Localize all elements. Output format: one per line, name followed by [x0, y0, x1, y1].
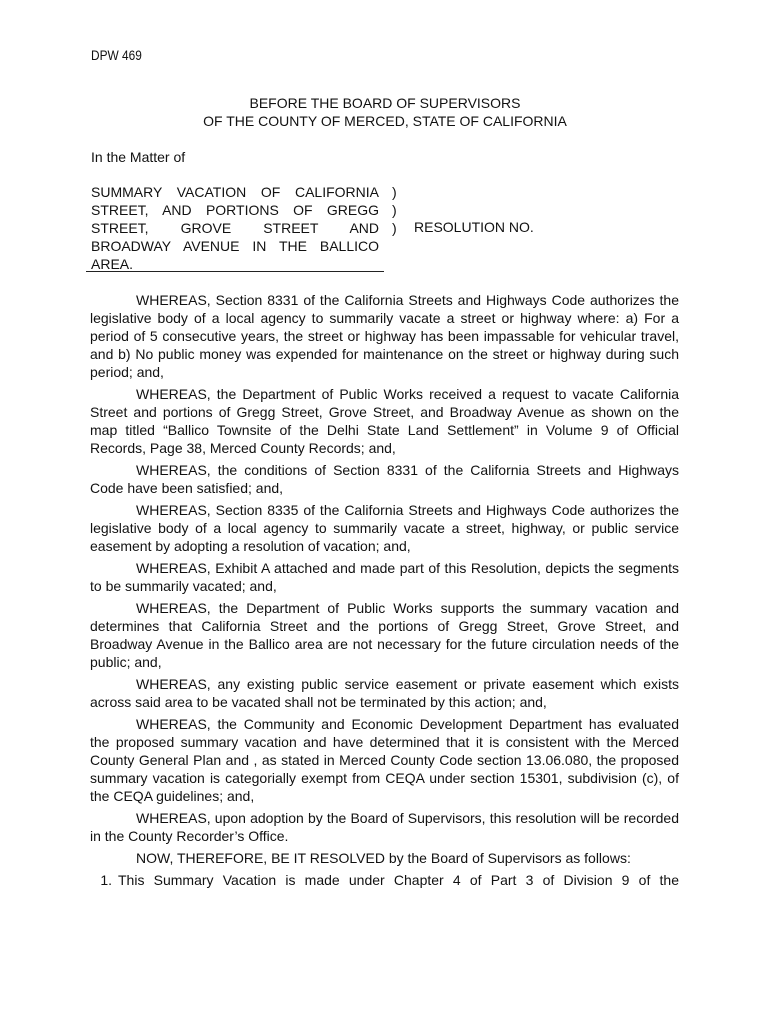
caption-line: STREET, AND PORTIONS OF GREGG — [91, 202, 379, 218]
heading-line-2: OF THE COUNTY OF MERCED, STATE OF CALIFORNIA — [203, 113, 567, 129]
list-item-text: This Summary Vacation is made under Chapter 4 of Part 3 of Division 9 of the — [118, 872, 679, 888]
list-item-number: 1. — [100, 872, 112, 888]
whereas-paragraph: WHEREAS, the Department of Public Works supports the summary vacation and determines that California Street and the portions of Gregg Street, Grove Street, and Broadway Avenue in the Ballico area are not necessary for the future circulation needs of the public; and, — [90, 600, 679, 670]
caption-line: BROADWAY AVENUE IN THE BALLICO — [91, 238, 379, 254]
whereas-paragraph: WHEREAS, upon adoption by the Board of Supervisors, this resolution will be recorded in the County Recorder’s Office. — [90, 810, 679, 844]
caption-line: STREET, GROVE STREET AND — [91, 220, 379, 236]
whereas-paragraph: WHEREAS, Section 8331 of the California Streets and Highways Code authorizes the legislative body of a local agency to summarily vacate a street or highway where: a) For a period of 5 consecutive years, the street or highway has been impassable for vehicular travel, and b) No public money was expended for maintenance on the street or highway during such period; and, — [90, 292, 679, 380]
whereas-paragraph: WHEREAS, Section 8335 of the California Streets and Highways Code authorizes the legislative body of a local agency to summarily vacate a street, highway, or public service easement by adopting a resolution of vacation; and, — [90, 502, 679, 554]
paren: ) — [392, 220, 397, 236]
caption-line: SUMMARY VACATION OF CALIFORNIA — [91, 184, 379, 200]
in-the-matter-label: In the Matter of — [91, 149, 186, 165]
whereas-paragraph: WHEREAS, the Community and Economic Development Department has evaluated the proposed summary vacation and have determined that it is consistent with the Merced County General Plan and , as stated in Merced County Code section 13.06.080, the proposed summary vacation is categorially exempt from CEQA under section 15301, subdivision (c), of the CEQA guidelines; and, — [90, 716, 679, 804]
case-caption — [91, 183, 379, 273]
resolution-number-label: RESOLUTION NO. — [414, 219, 534, 235]
heading-line-1: BEFORE THE BOARD OF SUPERVISORS — [249, 95, 521, 111]
resolution-body — [90, 291, 679, 889]
caption-parens — [392, 183, 397, 237]
caption-line: AREA. — [91, 256, 134, 272]
paren: ) — [392, 184, 397, 200]
whereas-paragraph: WHEREAS, the conditions of Section 8331 of the California Streets and Highways Code have been satisfied; and, — [90, 462, 679, 496]
document-id: DPW 469 — [91, 48, 142, 63]
caption-underline — [86, 271, 384, 272]
whereas-paragraph: WHEREAS, Exhibit A attached and made part of this Resolution, depicts the segments to be summarily vacated; and, — [90, 560, 679, 594]
whereas-paragraph: WHEREAS, any existing public service easement or private easement which exists across said area to be vacated shall not be terminated by this action; and, — [90, 676, 679, 710]
list-item — [90, 871, 679, 889]
whereas-paragraph: WHEREAS, the Department of Public Works received a request to vacate California Street and portions of Gregg Street, Grove Street, and Broadway Avenue as shown on the map titled “Ballico Townsite of the Delhi State Land Settlement” in Volume 9 of Official Records, Page 38, Merced County Records; and, — [90, 386, 679, 456]
resolved-paragraph: NOW, THEREFORE, BE IT RESOLVED by the Board of Supervisors as follows: — [136, 850, 631, 866]
paren: ) — [392, 202, 397, 218]
